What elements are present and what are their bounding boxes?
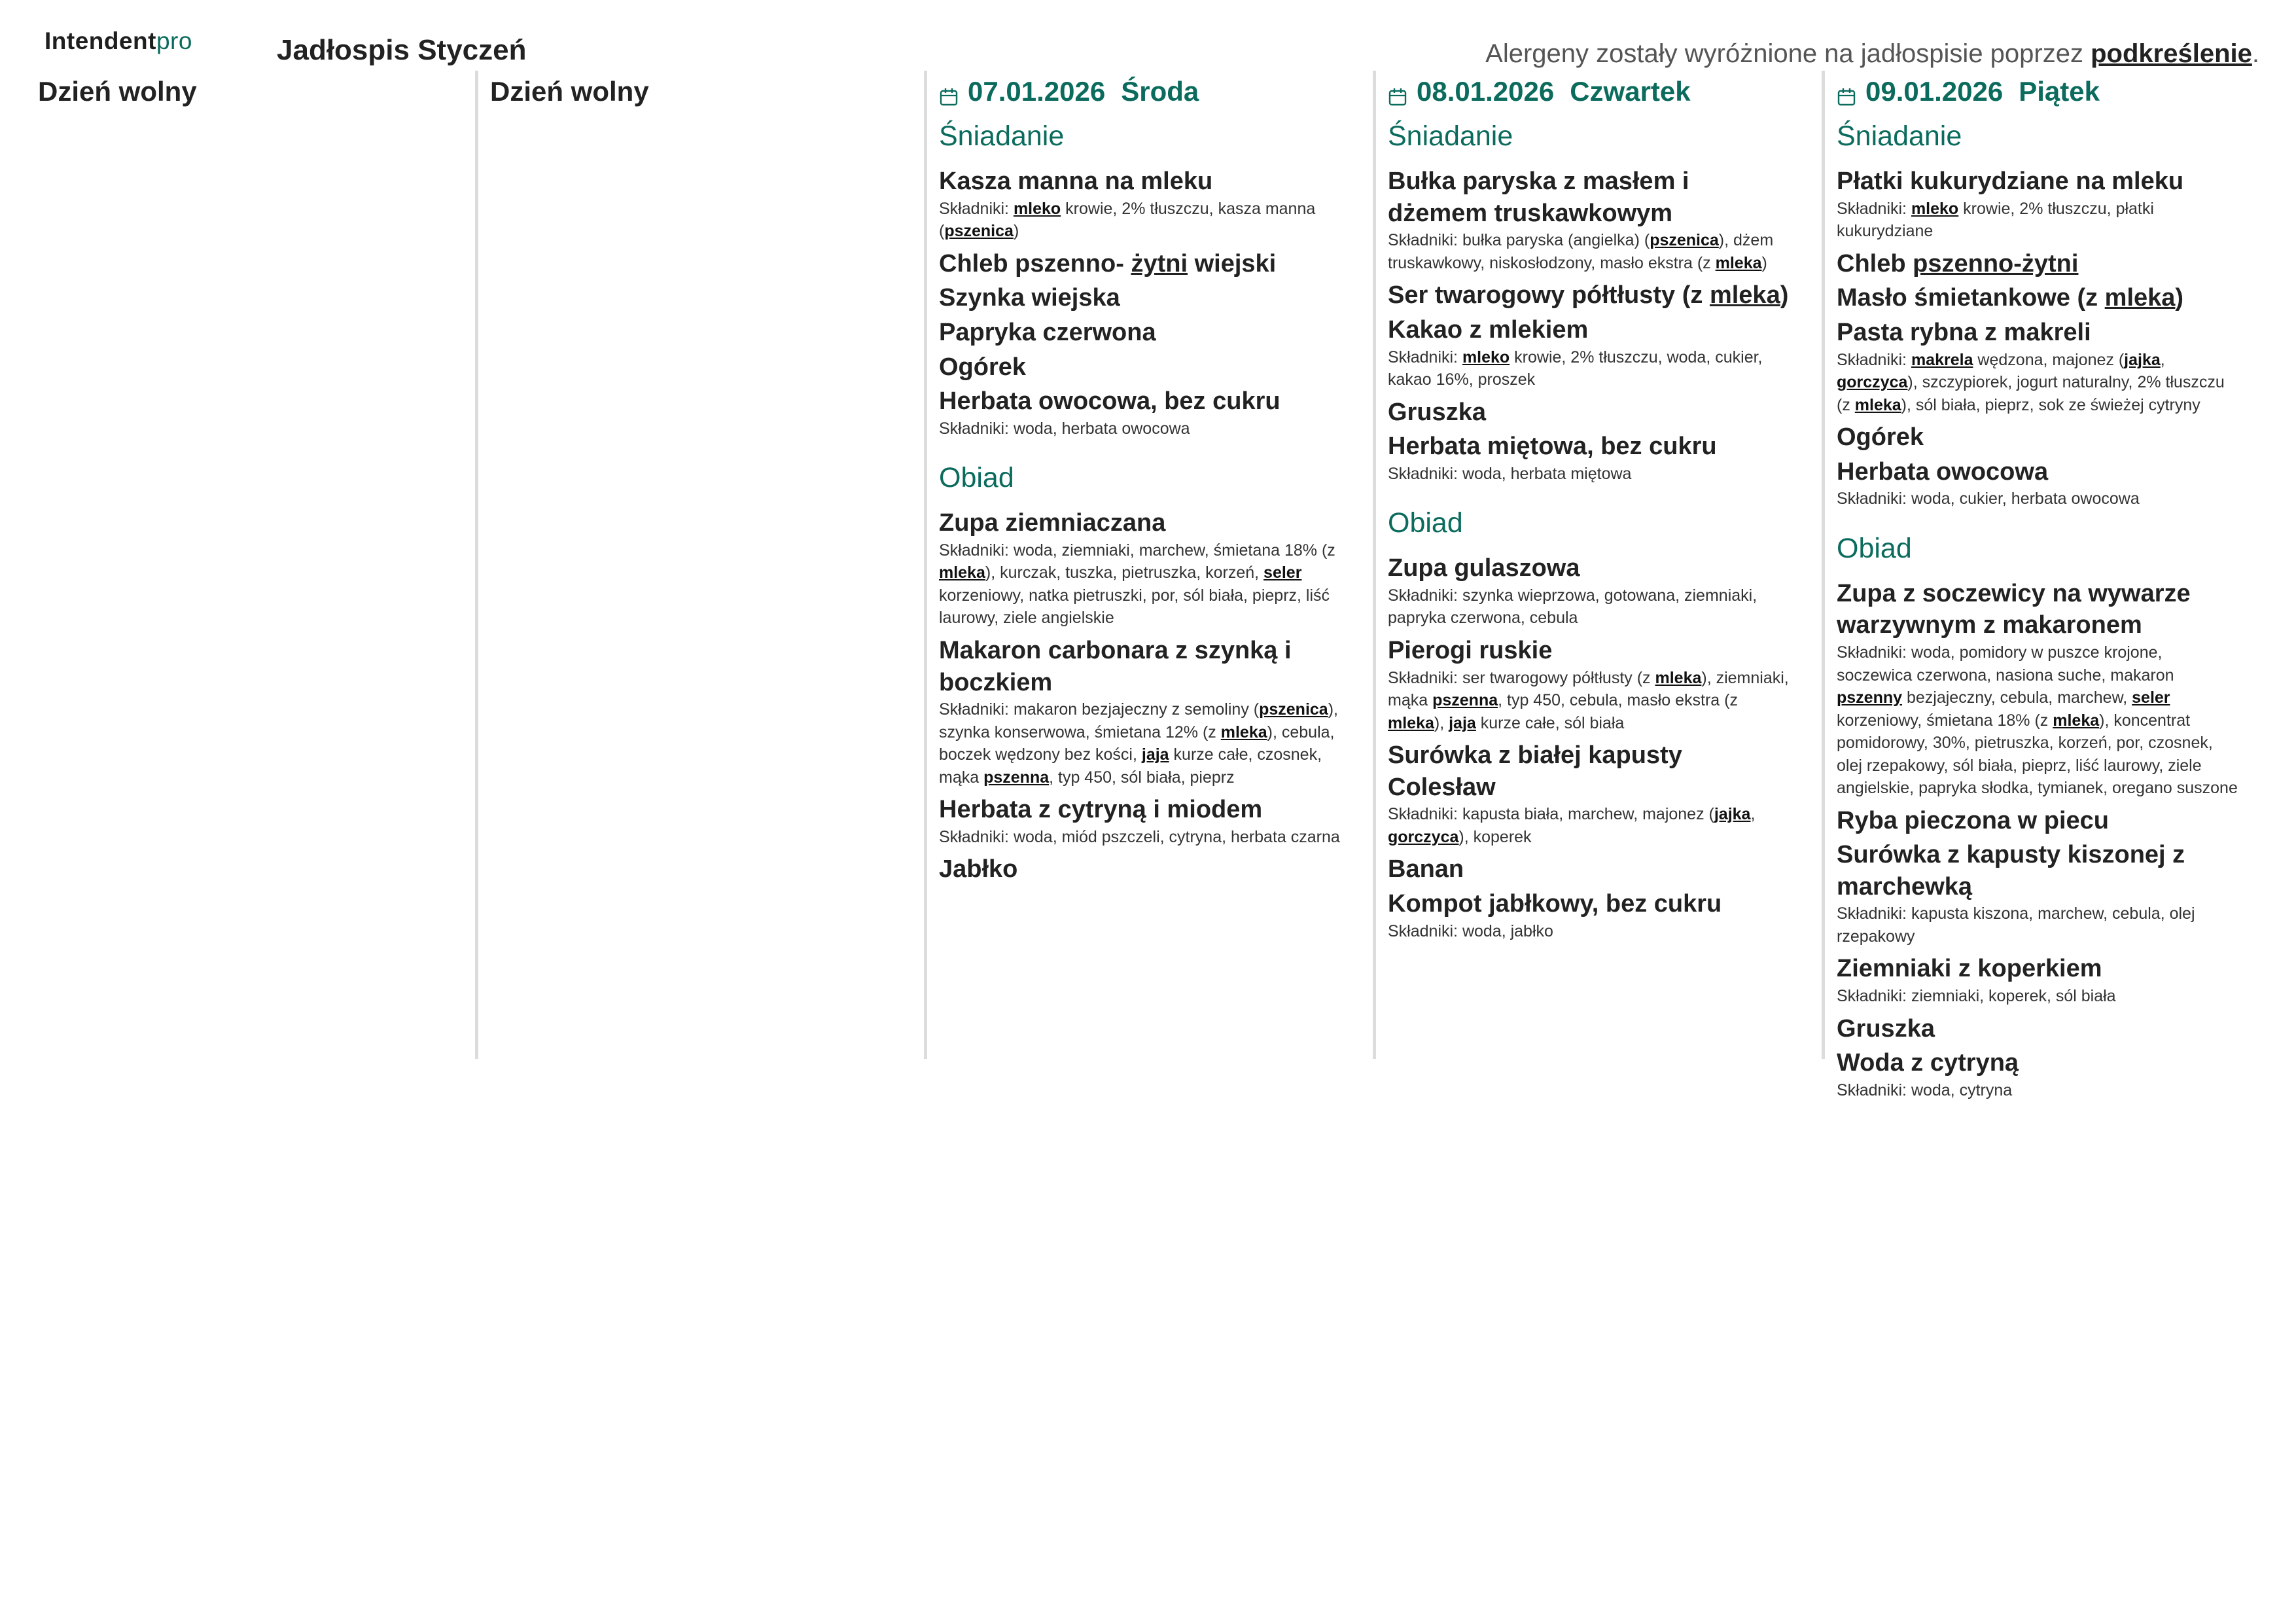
day-weekday: Czwartek xyxy=(1570,76,1691,107)
dish-name: Woda z cytryną xyxy=(1837,1049,2019,1077)
dish-name: Herbata z cytryną i miodem xyxy=(939,796,1263,824)
allergen-note-text: Alergeny zostały wyróżnione na jadłospisie poprzez xyxy=(1485,39,2091,68)
dish-name: Banan xyxy=(1388,855,1464,883)
dish-name: Herbata owocowa xyxy=(1837,457,2049,486)
logo-part1: Intendent xyxy=(44,27,156,54)
meal-title: Obiad xyxy=(939,462,1014,494)
meal-title: Obiad xyxy=(1388,507,1463,539)
day-off-label: Dzień wolny xyxy=(38,76,197,107)
day-weekday: Środa xyxy=(1121,76,1199,107)
dish-name: Kasza manna na mleku xyxy=(939,168,1213,195)
allergen-note-highlight: podkreślenie xyxy=(2091,39,2252,68)
dish-ingredients: Składniki: mleko krowie, 2% tłuszczu, woda, cukier, kakao 16%, proszek xyxy=(1388,348,1763,389)
dish-ingredients: Składniki: woda, miód pszczeli, cytryna, herbata czarna xyxy=(939,827,1340,846)
dish-name: Kakao z mlekiem xyxy=(1388,315,1589,344)
dish-name: Pierogi ruskie xyxy=(1388,636,1553,664)
page-title: Jadłospis Styczeń xyxy=(277,34,527,66)
dish-name: Ogórek xyxy=(939,353,1027,381)
dish-ingredients: Składniki: woda, cytryna xyxy=(1837,1080,2013,1099)
meal-title: Śniadanie xyxy=(1388,120,1513,152)
dish-ingredients: Składniki: woda, cukier, herbata owocowa xyxy=(1837,490,2140,508)
day-header xyxy=(939,76,1341,107)
day-date: 08.01.2026 xyxy=(1417,76,1555,107)
calendar-icon xyxy=(1837,82,1856,101)
dish-name: Surówka z kapusty kiszonej z marchewką xyxy=(1837,841,2185,901)
calendar-icon xyxy=(1388,82,1407,101)
day-date: 09.01.2026 xyxy=(1865,76,2004,107)
logo xyxy=(44,27,192,55)
day-column xyxy=(924,71,1352,1059)
day-date: 07.01.2026 xyxy=(968,76,1106,107)
day-column xyxy=(26,71,455,1059)
dish-ingredients: Składniki: mleko krowie, 2% tłuszczu, płatki kukurydziane xyxy=(1837,199,2154,241)
meal-title: Obiad xyxy=(1837,532,1912,564)
dish-name: Chleb pszenno- żytni wiejski xyxy=(939,249,1277,277)
menu-columns xyxy=(26,71,2270,1099)
dish-name: Szynka wiejska xyxy=(939,284,1120,312)
dish-ingredients: Składniki: mleko krowie, 2% tłuszczu, kasza manna (pszenica) xyxy=(939,199,1316,241)
dish-name: Zupa z soczewicy na wywarze warzywnym z makaronem xyxy=(1837,579,2191,639)
dish-name: Kompot jabłkowy, bez cukru xyxy=(1388,889,1722,918)
dish-ingredients: Składniki: woda, herbata miętowa xyxy=(1388,464,1632,483)
dish-ingredients: Składniki: makrela wędzona, majonez (jajka, gorczyca), szczypiorek, jogurt naturalny, 2% tłuszczu (z mleka), sól biała, pieprz, sok ze świeżej cytryny xyxy=(1837,350,2225,414)
dish-name: Ogórek xyxy=(1837,423,1924,451)
day-column xyxy=(1373,71,1801,1059)
dish-name: Ser twarogowy półtłusty (z mleka) xyxy=(1388,281,1789,310)
day-column xyxy=(475,71,904,1059)
dish-name: Chleb pszenno-żytni xyxy=(1837,249,2079,277)
dish-ingredients: Składniki: bułka paryska (angielka) (pszenica), dżem truskawkowy, niskosłodzony, masło ekstra (z mleka) xyxy=(1388,231,1774,272)
dish-ingredients: Składniki: kapusta kiszona, marchew, cebula, olej rzepakowy xyxy=(1837,904,2195,946)
dish-name: Masło śmietankowe (z mleka) xyxy=(1837,284,2184,312)
dish-name: Herbata miętowa, bez cukru xyxy=(1388,433,1717,461)
day-header xyxy=(1388,76,1790,107)
dish-name: Herbata owocowa, bez cukru xyxy=(939,387,1280,416)
dish-name: Makaron carbonara z szynką i boczkiem xyxy=(939,636,1292,696)
dish-ingredients: Składniki: woda, ziemniaki, marchew, śmietana 18% (z mleka), kurczak, tuszka, pietruszka, korzeń, seler korzeniowy, natka pietruszki, por, sól biała, pieprz, liść laurowy, ziele angielskie xyxy=(939,541,1335,628)
dish-name: Ziemniaki z koperkiem xyxy=(1837,955,2102,983)
dish-ingredients: Składniki: woda, pomidory w puszce krojone, soczewica czerwona, nasiona suche, makaron pszenny bezjajeczny, cebula, marchew, seler korzeniowy, śmietana 18% (z mleka), koncentrat pomidorowy, 30%, pietruszka, korzeń, por, czosnek, olej rzepakowy, sól biała, pieprz, liść laurowy, ziele angielskie, papryka słodka, tymianek, oregano suszone xyxy=(1837,643,2238,797)
dish-name: Zupa ziemniaczana xyxy=(939,509,1166,537)
dish-ingredients: Składniki: makaron bezjajeczny z semoliny (pszenica), szynka konserwowa, śmietana 12% (z mleka), cebula, boczek wędzony bez kości, jaja kurze całe, czosnek, mąka pszenna, typ 450, sól biała, pieprz xyxy=(939,700,1338,787)
calendar-icon xyxy=(939,82,959,101)
dish-ingredients: Składniki: woda, herbata owocowa xyxy=(939,419,1190,438)
dish-ingredients: Składniki: ser twarogowy półtłusty (z mleka), ziemniaki, mąka pszenna, typ 450, cebula, masło ekstra (z mleka), jaja kurze całe, sól biała xyxy=(1388,668,1789,732)
dish-ingredients: Składniki: ziemniaki, koperek, sól biała xyxy=(1837,987,2116,1005)
dish-ingredients: Składniki: kapusta biała, marchew, majonez (jajka, gorczyca), koperek xyxy=(1388,805,1756,846)
allergen-note-end: . xyxy=(2252,39,2259,68)
dish-name: Papryka czerwona xyxy=(939,318,1156,346)
dish-name: Jabłko xyxy=(939,855,1018,883)
dish-name: Pasta rybna z makreli xyxy=(1837,318,2091,346)
dish-name: Zupa gulaszowa xyxy=(1388,554,1580,582)
dish-ingredients: Składniki: woda, jabłko xyxy=(1388,921,1553,940)
dish-name: Surówka z białej kapusty Colesław xyxy=(1388,741,1682,801)
dish-name: Ryba pieczona w piecu xyxy=(1837,806,2109,834)
day-header xyxy=(1837,76,2238,107)
logo-part2: pro xyxy=(156,27,192,54)
dish-name: Bułka paryska z masłem i dżemem truskawkowym xyxy=(1388,168,1689,227)
day-column xyxy=(1822,71,2250,1099)
dish-name: Płatki kukurydziane na mleku xyxy=(1837,168,2184,195)
meal-title: Śniadanie xyxy=(1837,120,1962,152)
dish-name: Gruszka xyxy=(1837,1014,1935,1043)
day-weekday: Piątek xyxy=(2019,76,2100,107)
meal-title: Śniadanie xyxy=(939,120,1065,152)
day-off-label: Dzień wolny xyxy=(490,76,649,107)
allergen-note xyxy=(1485,39,2259,69)
dish-name: Gruszka xyxy=(1388,398,1486,426)
dish-ingredients: Składniki: szynka wieprzowa, gotowana, ziemniaki, papryka czerwona, cebula xyxy=(1388,586,1757,628)
